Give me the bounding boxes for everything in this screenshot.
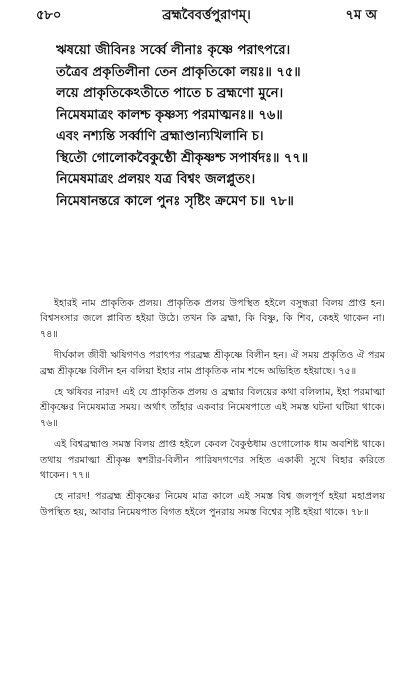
translation-paragraph: এই বিশ্বব্রহ্মাণ্ড সমস্ত বিলয় প্রাপ্ত হইলে কেবল বৈকুণ্ঠধাম ওগোলোক ধাম অবশিষ্ট থাকে। তথায় পরমাত্মা শ্রীকৃষ্ণ স্বশরীর-বিলীন পারিষদগণের সহিত একাকী সুখে বিহার করিতে থাকেন। ৭৭॥ [40, 439, 385, 482]
sanskrit-verses [56, 40, 386, 212]
verse-line: নিমেষানন্তরে কালে পুনঃ সৃষ্টিং ক্রমেণ চ॥ ৭৮॥ [56, 193, 294, 209]
verse-line: এবং নশ্যন্তি সর্ব্বাণি ব্রহ্মাণ্ডান্যখিলানি চ। [56, 129, 264, 144]
verse-line: স্থিতৌ গোলোকবৈকুণ্ঠৌ শ্রীকৃষ্ণশ্চ সপার্ষদঃ॥ ৭৭॥ [56, 150, 309, 166]
verse-line: লয়ে প্রাকৃতিকেঽতীতে পাতে চ ব্রহ্মণো মুনে। [56, 86, 284, 101]
verse-line: তত্রৈব প্রকৃতিলীনা তেন প্রাকৃতিকো লয়ঃ॥ ৭৫॥ [56, 64, 301, 80]
verse-line: ঋষয়ো জীবিনঃ সর্ব্বে লীনাঃ কৃষ্ণে পরাৎপরে। [56, 43, 291, 58]
bengali-translation [40, 296, 385, 526]
page-number: ৫৮০ [36, 8, 62, 23]
verse-line: নিমেষমাত্রং প্রলয়ং যত্র বিশ্বং জলপ্লুতং। [56, 172, 256, 187]
page-header [36, 6, 377, 28]
translation-paragraph: হে নারদ! পরব্রহ্ম শ্রীকৃষ্ণের নিমেষ মাত্র কালে এই সমস্ত বিশ্ব জলপূর্ণ হইয়া মহাপ্রলয় উপস্থিত হয়, আবার নিমেষপাত বিগত হইলে পুনরায় সমস্ত বিশ্বের সৃষ্টি হইয়া থাকে। ৭৮॥ [40, 491, 385, 518]
translation-paragraph: ইহারই নাম প্রাকৃতিক প্রলয়। প্রাকৃতিক প্রলয় উপস্থিত হইলে বসুন্ধরা বিলয় প্রাপ্ত হন। বিশ্বসংসার জলে প্লাবিত হইয়া উঠে। তখন কি ব্রহ্মা, কি বিষ্ণু, কি শিব, কেহই থাকেন না। ৭৪॥ [40, 298, 385, 340]
verse-line: নিমেষমাত্রং কালশ্চ কৃষ্ণস্য পরমাত্মনঃ॥ ৭৬॥ [56, 107, 283, 123]
translation-paragraph: দীর্ঘকাল জীবী ঋষিগণও পরাৎপর পরব্রহ্ম শ্রীকৃষ্ণে বিলীন হন। ঐ সময় প্রকৃতিও ঐ পরম ব্রহ্ম শ্রীকৃষ্ণে বিলীন হন বলিয়া ইহার নাম প্রাকৃতিক নাম শব্দে অভিহিত হইয়াছে। ৭৫॥ [40, 350, 385, 377]
chapter-label: ৭ম অ [345, 8, 377, 23]
translation-paragraph: হে ঋষিবর নারদ! এই যে প্রাকৃতিক প্রলয় ও ব্রহ্মার বিলয়ের কথা বলিলাম, ইহা পরমাত্মা শ্রীকৃষ্ণের নিমেষমাত্র সময়। অর্থাৎ তাঁহার একবার নিমেষপাতে এই সমস্ত ঘটনা ঘটিয়া থাকে। ৭৬॥ [40, 387, 385, 429]
running-title: ব্রহ্মবৈবর্ত্তপুরাণম্। [162, 8, 251, 23]
